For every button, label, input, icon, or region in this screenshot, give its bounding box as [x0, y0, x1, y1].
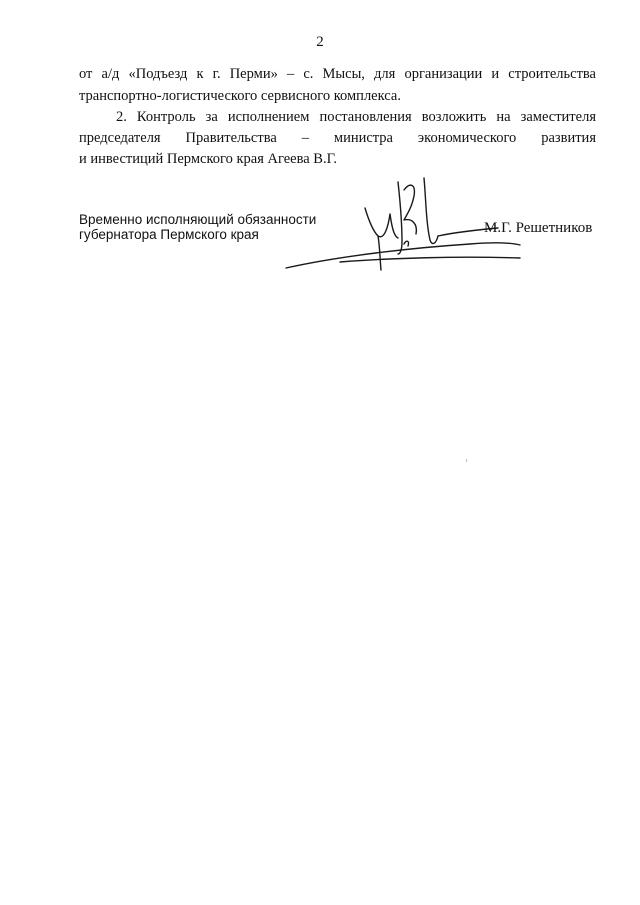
- paragraph-2-line-1: 2. Контроль за исполнением постановления возложить на заместителя: [116, 109, 596, 125]
- paragraph-1-line-1: от а/д «Подъезд к г. Перми» – с. Мысы, для организации и строительства: [79, 66, 596, 82]
- paragraph-2-line-2: председателя Правительства – министра экономического развития: [79, 130, 596, 146]
- page-number: 2: [316, 34, 324, 50]
- signatory-position-line-2: губернатора Пермского края: [79, 227, 259, 242]
- paragraph-1-line-2: транспортно-логистического сервисного комплекса.: [79, 88, 401, 104]
- scan-artifact: [466, 459, 467, 462]
- paragraph-2-line-3: и инвестиций Пермского края Агеева В.Г.: [79, 151, 337, 167]
- signer-name: М.Г. Решетников: [484, 220, 593, 236]
- signatory-position-line-1: Временно исполняющий обязанности: [79, 212, 317, 227]
